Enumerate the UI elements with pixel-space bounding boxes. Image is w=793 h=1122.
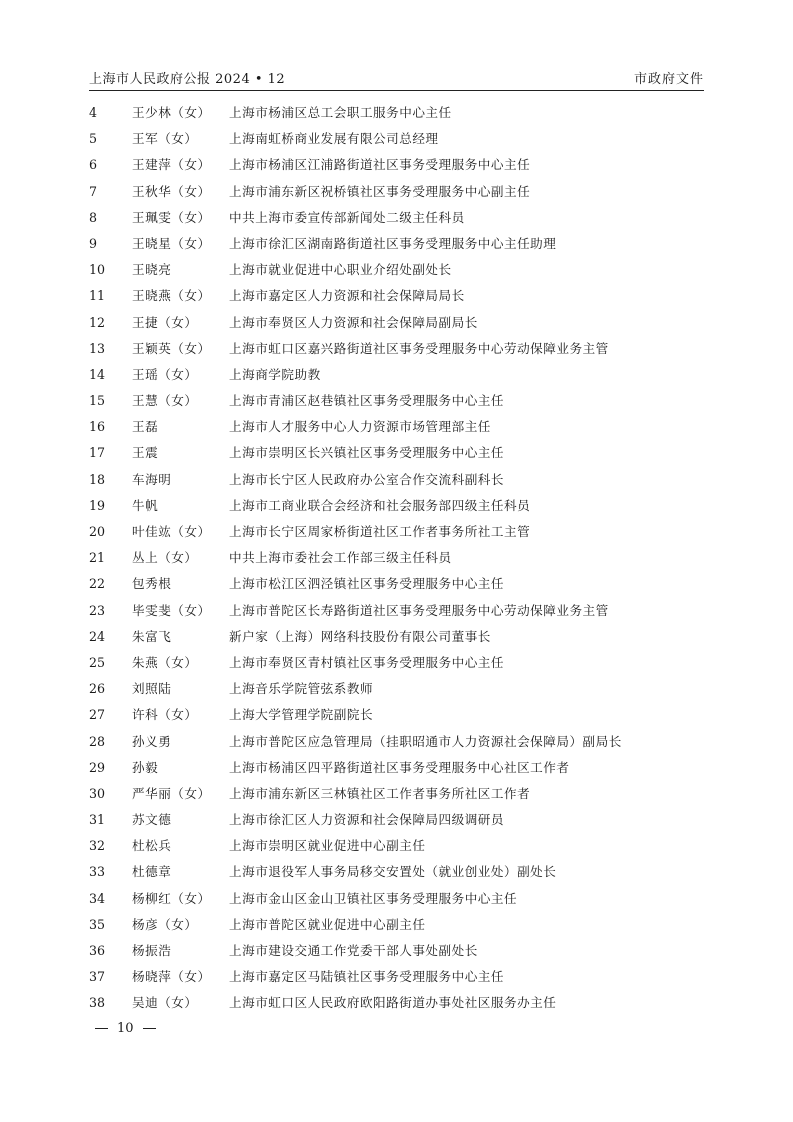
person-title: 上海市普陀区应急管理局（挂职昭通市人力资源社会保障局）副局长 — [229, 733, 622, 749]
list-item — [89, 967, 709, 993]
item-number: 37 — [89, 969, 106, 985]
person-title: 上海市虹口区人民政府欧阳路街道办事处社区服务办主任 — [229, 995, 557, 1011]
page-footer — [95, 1021, 156, 1036]
person-name: 王晓燕（女） — [132, 288, 211, 304]
person-name: 苏文德 — [132, 812, 172, 828]
item-number: 15 — [89, 393, 106, 409]
list-item — [89, 129, 709, 155]
list-item — [89, 182, 709, 208]
person-title: 上海商学院助教 — [229, 366, 321, 382]
list-item — [89, 103, 709, 129]
person-name: 孙义勇 — [132, 733, 172, 749]
item-number: 21 — [89, 550, 106, 566]
person-name: 杨晓萍（女） — [132, 969, 211, 985]
list-item — [89, 732, 709, 758]
person-title: 上海大学管理学院副院长 — [229, 707, 374, 723]
list-item — [89, 470, 709, 496]
list-item — [89, 339, 709, 365]
person-title: 上海市浦东新区祝桥镇社区事务受理服务中心副主任 — [229, 183, 531, 199]
person-name: 刘照陆 — [132, 681, 172, 697]
person-name: 王磊 — [132, 419, 159, 435]
item-number: 36 — [89, 943, 106, 958]
list-item — [89, 862, 709, 888]
person-name: 吴迪（女） — [132, 995, 198, 1011]
footer-dash-left — [95, 1028, 108, 1029]
item-number: 14 — [89, 366, 106, 382]
item-number: 8 — [89, 209, 98, 225]
person-name: 王瑶（女） — [132, 366, 198, 382]
person-title: 上海市工商业联合会经济和社会服务部四级主任科员 — [229, 497, 531, 513]
person-name: 朱燕（女） — [132, 654, 198, 670]
person-title: 上海市人才服务中心人力资源市场管理部主任 — [229, 419, 491, 435]
list-item — [89, 836, 709, 862]
person-name: 王晓亮 — [132, 262, 172, 278]
person-name: 王晓星（女） — [132, 235, 211, 251]
person-title: 上海市崇明区就业促进中心副主任 — [229, 838, 426, 854]
item-number: 24 — [89, 628, 106, 644]
list-item — [89, 496, 709, 522]
list-item — [89, 234, 709, 260]
person-title: 上海市嘉定区人力资源和社会保障局局长 — [229, 288, 465, 304]
list-item — [89, 993, 709, 1019]
item-number: 19 — [89, 497, 106, 513]
list-item — [89, 208, 709, 234]
page-number: 10 — [117, 1021, 134, 1036]
item-number: 6 — [89, 157, 98, 173]
list-item — [89, 260, 709, 286]
item-number: 13 — [89, 340, 106, 356]
person-name: 车海明 — [132, 471, 172, 487]
item-number: 18 — [89, 471, 106, 487]
person-title: 上海市普陀区就业促进中心副主任 — [229, 916, 426, 932]
person-title: 上海市浦东新区三林镇社区工作者事务所社区工作者 — [229, 785, 531, 801]
item-number: 31 — [89, 812, 106, 828]
list-item — [89, 601, 709, 627]
person-title: 上海市徐汇区人力资源和社会保障局四级调研员 — [229, 812, 504, 828]
item-number: 33 — [89, 864, 106, 880]
person-name: 杨振浩 — [132, 943, 172, 958]
person-title: 上海市长宁区人民政府办公室合作交流科副科长 — [229, 471, 504, 487]
item-number: 11 — [89, 288, 106, 304]
person-title: 上海市建设交通工作党委干部人事处副处长 — [229, 943, 478, 958]
person-name: 王慧（女） — [132, 393, 198, 409]
list-item — [89, 443, 709, 469]
item-number: 32 — [89, 838, 106, 854]
item-number: 9 — [89, 235, 98, 251]
person-title: 上海市杨浦区总工会职工服务中心主任 — [229, 105, 452, 120]
list-item — [89, 155, 709, 181]
list-item — [89, 417, 709, 443]
item-number: 16 — [89, 419, 106, 435]
person-name: 王军（女） — [132, 131, 198, 147]
item-number: 17 — [89, 445, 106, 461]
person-name: 包秀根 — [132, 576, 172, 592]
list-item — [89, 627, 709, 653]
person-title: 上海市退役军人事务局移交安置处（就业创业处）副处长 — [229, 864, 557, 880]
item-number: 23 — [89, 602, 106, 618]
item-number: 29 — [89, 759, 106, 775]
person-title: 上海市杨浦区四平路街道社区事务受理服务中心社区工作者 — [229, 759, 570, 775]
person-title: 上海市崇明区长兴镇社区事务受理服务中心主任 — [229, 445, 504, 461]
name-list — [89, 103, 709, 1020]
list-item — [89, 941, 709, 967]
person-name: 严华丽（女） — [132, 785, 211, 801]
item-number: 12 — [89, 314, 106, 330]
person-name: 杜松兵 — [132, 838, 172, 854]
person-title: 上海南虹桥商业发展有限公司总经理 — [229, 131, 439, 147]
person-name: 丛上（女） — [132, 550, 198, 566]
item-number: 20 — [89, 524, 106, 539]
list-item — [89, 286, 709, 312]
person-title: 上海音乐学院管弦系教师 — [229, 681, 374, 697]
page-header — [89, 62, 704, 91]
person-name: 朱富飞 — [132, 628, 172, 644]
list-item — [89, 313, 709, 339]
person-title: 上海市长宁区周家桥街道社区工作者事务所社工主管 — [229, 524, 531, 539]
list-item — [89, 548, 709, 574]
item-number: 22 — [89, 576, 106, 592]
list-item — [89, 915, 709, 941]
person-name: 王捷（女） — [132, 314, 198, 330]
list-item — [89, 810, 709, 836]
person-title: 上海市青浦区赵巷镇社区事务受理服务中心主任 — [229, 393, 504, 409]
item-number: 35 — [89, 916, 106, 932]
list-item — [89, 889, 709, 915]
item-number: 26 — [89, 681, 106, 697]
person-title: 上海市奉贤区青村镇社区事务受理服务中心主任 — [229, 654, 504, 670]
person-name: 杜德章 — [132, 864, 172, 880]
list-item — [89, 705, 709, 731]
item-number: 34 — [89, 890, 106, 906]
item-number: 25 — [89, 654, 106, 670]
item-number: 5 — [89, 131, 98, 147]
person-title: 中共上海市委宣传部新闻处二级主任科员 — [229, 209, 465, 225]
list-item — [89, 679, 709, 705]
person-name: 叶佳竑（女） — [132, 524, 211, 539]
list-item — [89, 522, 709, 548]
item-number: 27 — [89, 707, 106, 723]
person-name: 王秋华（女） — [132, 183, 211, 199]
person-name: 王颖英（女） — [132, 340, 211, 356]
person-name: 杨柳红（女） — [132, 890, 211, 906]
person-name: 王震 — [132, 445, 159, 461]
person-name: 王珮雯（女） — [132, 209, 211, 225]
person-title: 上海市普陀区长寿路街道社区事务受理服务中心劳动保障业务主管 — [229, 602, 609, 618]
person-name: 王少林（女） — [132, 105, 211, 120]
publication-title: 上海市人民政府公报 2024 • 12 — [89, 72, 286, 87]
person-title: 上海市就业促进中心职业介绍处副处长 — [229, 262, 452, 278]
person-title: 上海市松江区泗泾镇社区事务受理服务中心主任 — [229, 576, 504, 592]
footer-dash-right — [143, 1028, 156, 1029]
section-title: 市政府文件 — [633, 72, 704, 87]
person-title: 上海市杨浦区江浦路街道社区事务受理服务中心主任 — [229, 157, 531, 173]
person-name: 毕雯斐（女） — [132, 602, 211, 618]
list-item — [89, 784, 709, 810]
item-number: 10 — [89, 262, 106, 278]
list-item — [89, 758, 709, 784]
list-item — [89, 653, 709, 679]
person-name: 牛帆 — [132, 497, 159, 513]
item-number: 7 — [89, 183, 98, 199]
person-name: 孙毅 — [132, 759, 159, 775]
person-title: 上海市徐汇区湖南路街道社区事务受理服务中心主任助理 — [229, 235, 557, 251]
item-number: 28 — [89, 733, 106, 749]
person-title: 上海市金山区金山卫镇社区事务受理服务中心主任 — [229, 890, 518, 906]
person-title: 上海市虹口区嘉兴路街道社区事务受理服务中心劳动保障业务主管 — [229, 340, 609, 356]
person-name: 王建萍（女） — [132, 157, 211, 173]
person-title: 中共上海市委社会工作部三级主任科员 — [229, 550, 452, 566]
person-name: 杨彦（女） — [132, 916, 198, 932]
list-item — [89, 574, 709, 600]
item-number: 38 — [89, 995, 106, 1011]
item-number: 30 — [89, 785, 106, 801]
list-item — [89, 365, 709, 391]
person-title: 上海市奉贤区人力资源和社会保障局副局长 — [229, 314, 478, 330]
person-title: 新户家（上海）网络科技股份有限公司董事长 — [229, 628, 491, 644]
person-title: 上海市嘉定区马陆镇社区事务受理服务中心主任 — [229, 969, 504, 985]
item-number: 4 — [89, 105, 98, 120]
list-item — [89, 391, 709, 417]
person-name: 许科（女） — [132, 707, 198, 723]
